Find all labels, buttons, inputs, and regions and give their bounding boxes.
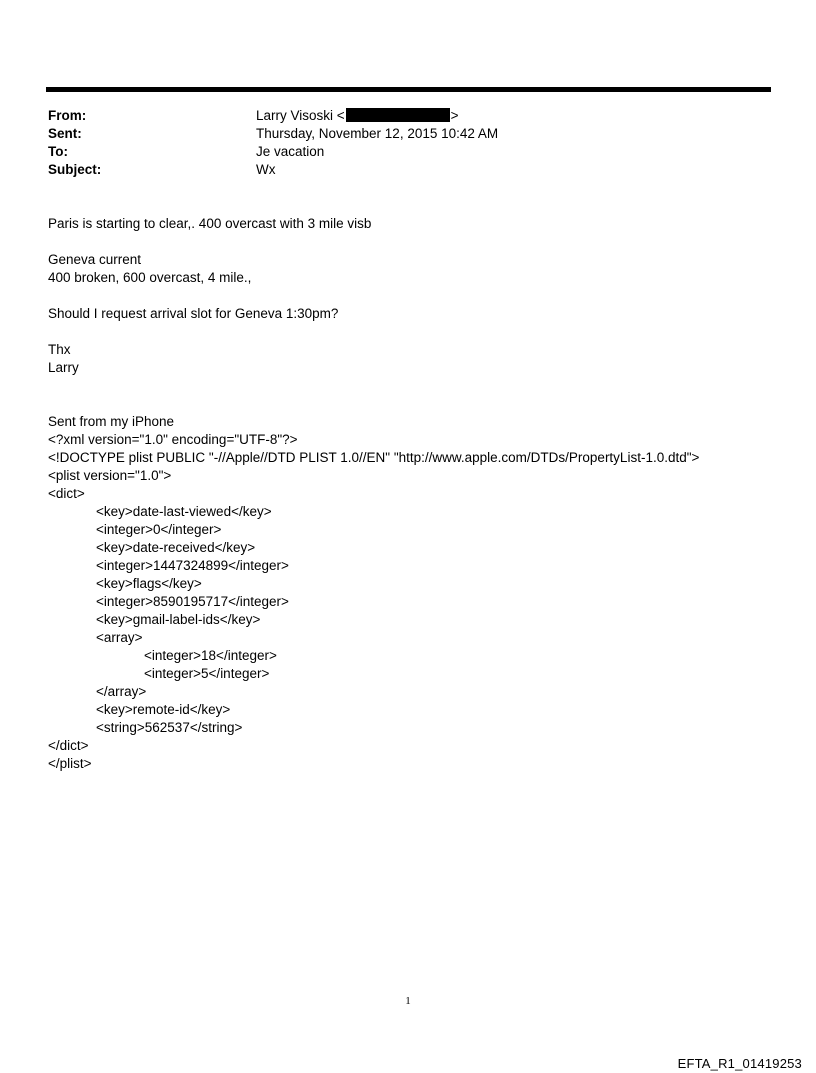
plist-line: <integer>0</integer> <box>96 522 222 537</box>
body-line: Thx <box>48 342 71 357</box>
plist-line: </plist> <box>48 756 92 771</box>
document-id: EFTA_R1_01419253 <box>677 1056 802 1071</box>
plist-line: <integer>8590195717</integer> <box>96 594 289 609</box>
plist-line: <integer>1447324899</integer> <box>96 558 289 573</box>
plist-line: <?xml version="1.0" encoding="UTF-8"?> <box>48 432 298 447</box>
from-label: From: <box>48 108 87 123</box>
sent-label: Sent: <box>48 126 82 141</box>
body-line: Geneva current <box>48 252 142 267</box>
body-line: Paris is starting to clear,. 400 overcast with 3 mile visb <box>48 216 372 231</box>
plist-line: <array> <box>96 630 143 645</box>
body-line: 400 broken, 600 overcast, 4 mile., <box>48 270 252 285</box>
subject-label: Subject: <box>48 162 102 177</box>
from-end: > <box>450 108 459 123</box>
to-value: Je vacation <box>256 144 325 159</box>
from-name: Larry Visoski < <box>256 108 345 123</box>
plist-line: <key>gmail-label-ids</key> <box>96 612 261 627</box>
plist-line: <!DOCTYPE plist PUBLIC "-//Apple//DTD PLIST 1.0//EN" "http://www.apple.com/DTDs/PropertyList-1.0.dtd"> <box>48 450 700 465</box>
signature-line: Sent from my iPhone <box>48 414 175 429</box>
plist-line: <key>date-received</key> <box>96 540 256 555</box>
subject-value: Wx <box>256 162 276 177</box>
from-value <box>256 107 459 125</box>
body-line: Should I request arrival slot for Geneva 1:30pm? <box>48 306 339 321</box>
redaction-box <box>346 108 450 122</box>
sent-value: Thursday, November 12, 2015 10:42 AM <box>256 126 499 141</box>
body-line: Larry <box>48 360 79 375</box>
plist-line: </dict> <box>48 738 89 753</box>
plist-line: <integer>18</integer> <box>144 648 277 663</box>
plist-line: <key>flags</key> <box>96 576 202 591</box>
to-label: To: <box>48 144 68 159</box>
plist-line: <integer>5</integer> <box>144 666 270 681</box>
plist-line: <string>562537</string> <box>96 720 243 735</box>
plist-line: <dict> <box>48 486 85 501</box>
header-rule <box>46 87 771 92</box>
plist-line: </array> <box>96 684 147 699</box>
plist-line: <plist version="1.0"> <box>48 468 172 483</box>
plist-line: <key>date-last-viewed</key> <box>96 504 272 519</box>
page-number: 1 <box>405 995 411 1007</box>
plist-line: <key>remote-id</key> <box>96 702 231 717</box>
